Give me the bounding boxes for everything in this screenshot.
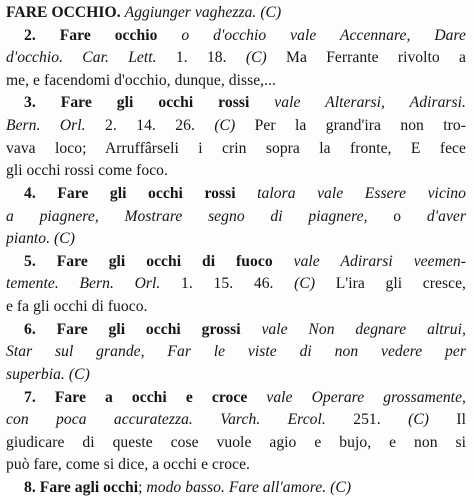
entry-headword-line bbox=[24, 319, 466, 342]
entry-text-line bbox=[6, 296, 466, 319]
text-span: e fa gli occhi di fuoco. bbox=[6, 298, 148, 316]
entry-headword-line bbox=[24, 477, 466, 500]
entry-text-line bbox=[6, 206, 466, 229]
italic-text: (C) bbox=[214, 117, 236, 135]
italic-text: modo basso. Fare all'amore. (C) bbox=[146, 479, 352, 497]
entry-text-line bbox=[6, 273, 466, 296]
text-span: Il bbox=[429, 411, 466, 429]
italic-text: (C) bbox=[408, 411, 430, 429]
italic-text: Aggiunger vaghezza. (C) bbox=[124, 4, 282, 21]
text-span: L'ira gli cresce, bbox=[315, 275, 466, 293]
entry-headword-line bbox=[6, 2, 466, 25]
headword: 3. Fare gli occhi rossi bbox=[24, 94, 275, 112]
text-span: o bbox=[393, 207, 427, 225]
italic-text: (C) bbox=[245, 49, 267, 67]
headword: FARE OCCHIO. bbox=[6, 4, 125, 21]
italic-text: o d'occhio vale Accennare, Dare bbox=[181, 26, 466, 44]
italic-text: talora vale Essere vicino bbox=[257, 184, 466, 202]
headword: 6. Fare gli occhi grossi bbox=[24, 320, 262, 338]
entry-text-line bbox=[6, 432, 466, 455]
entry-text-line bbox=[6, 228, 466, 251]
headword: 7. Fare a occhi e croce bbox=[24, 388, 267, 406]
entry-headword-line bbox=[24, 25, 466, 48]
italic-text: temente. Bern. Orl. bbox=[6, 275, 182, 293]
entry-text-line bbox=[6, 409, 466, 432]
text-span: può fare, come si dice, a occhi e croce. bbox=[6, 456, 251, 474]
text-span: , bbox=[462, 388, 466, 406]
headword: 5. Fare gli occhi di fuoco bbox=[24, 252, 294, 270]
entry-headword-line bbox=[24, 251, 466, 274]
headword: 4. Fare gli occhi rossi bbox=[24, 184, 258, 202]
text-span: Per la grand'ira non tro- bbox=[235, 117, 466, 135]
headword: 8. Fare agli occhi bbox=[24, 479, 139, 497]
italic-text: superbia. (C) bbox=[6, 365, 90, 383]
italic-text: con poca accuratezza. Varch. Ercol. bbox=[6, 411, 354, 429]
entry-text-line bbox=[6, 138, 466, 161]
italic-text: Star sul grande, Far le viste di non vedere per bbox=[6, 343, 466, 361]
entry-headword-line bbox=[24, 183, 466, 206]
text-span: vava loco; Arruffârseli i crin sopra la fronte, E fece bbox=[6, 139, 466, 157]
entry-text-line bbox=[6, 160, 466, 183]
text-span: 2. 14. 26. bbox=[105, 117, 215, 135]
italic-text: vale Alterarsi, Adirarsi. bbox=[274, 94, 466, 112]
entry-text-line bbox=[6, 47, 466, 70]
italic-text: d'aver bbox=[426, 207, 466, 225]
headword: 2. Fare occhio bbox=[24, 26, 182, 44]
entry-text-line bbox=[6, 454, 466, 477]
entry-headword-line bbox=[24, 387, 466, 410]
text-span: 1. 15. 46. bbox=[181, 275, 295, 293]
text-span: 251. bbox=[353, 411, 409, 429]
italic-text: (C) bbox=[294, 275, 316, 293]
italic-text: vale Operare grossamente bbox=[266, 388, 463, 406]
entry-text-line bbox=[6, 364, 466, 387]
italic-text: pianto. (C) bbox=[6, 230, 75, 248]
italic-text: vale Non degnare altrui, bbox=[261, 320, 466, 338]
text-span: 1. 18. bbox=[175, 49, 246, 67]
text-span: ; bbox=[138, 479, 147, 497]
italic-text: d'occhio. Car. Lett. bbox=[6, 49, 176, 67]
italic-text: vale Adirarsi veemen- bbox=[293, 252, 466, 270]
entry-text-line bbox=[6, 70, 466, 93]
entry-headword-line bbox=[24, 92, 466, 115]
italic-text: a piagnere, Mostrare segno di piagnere, bbox=[6, 207, 394, 225]
italic-text: Bern. Orl. bbox=[6, 117, 106, 135]
text-span: gli occhi rossi come foco. bbox=[6, 162, 168, 180]
text-span: me, e facendomi d'occhio, dunque, disse,... bbox=[6, 71, 276, 89]
entry-text-line bbox=[6, 341, 466, 364]
text-span: giudicare di queste cose vuole agio e bujo, e non si bbox=[6, 433, 466, 451]
entry-text-line bbox=[6, 115, 466, 138]
text-span: Ma Ferrante rivolto a bbox=[266, 49, 466, 67]
